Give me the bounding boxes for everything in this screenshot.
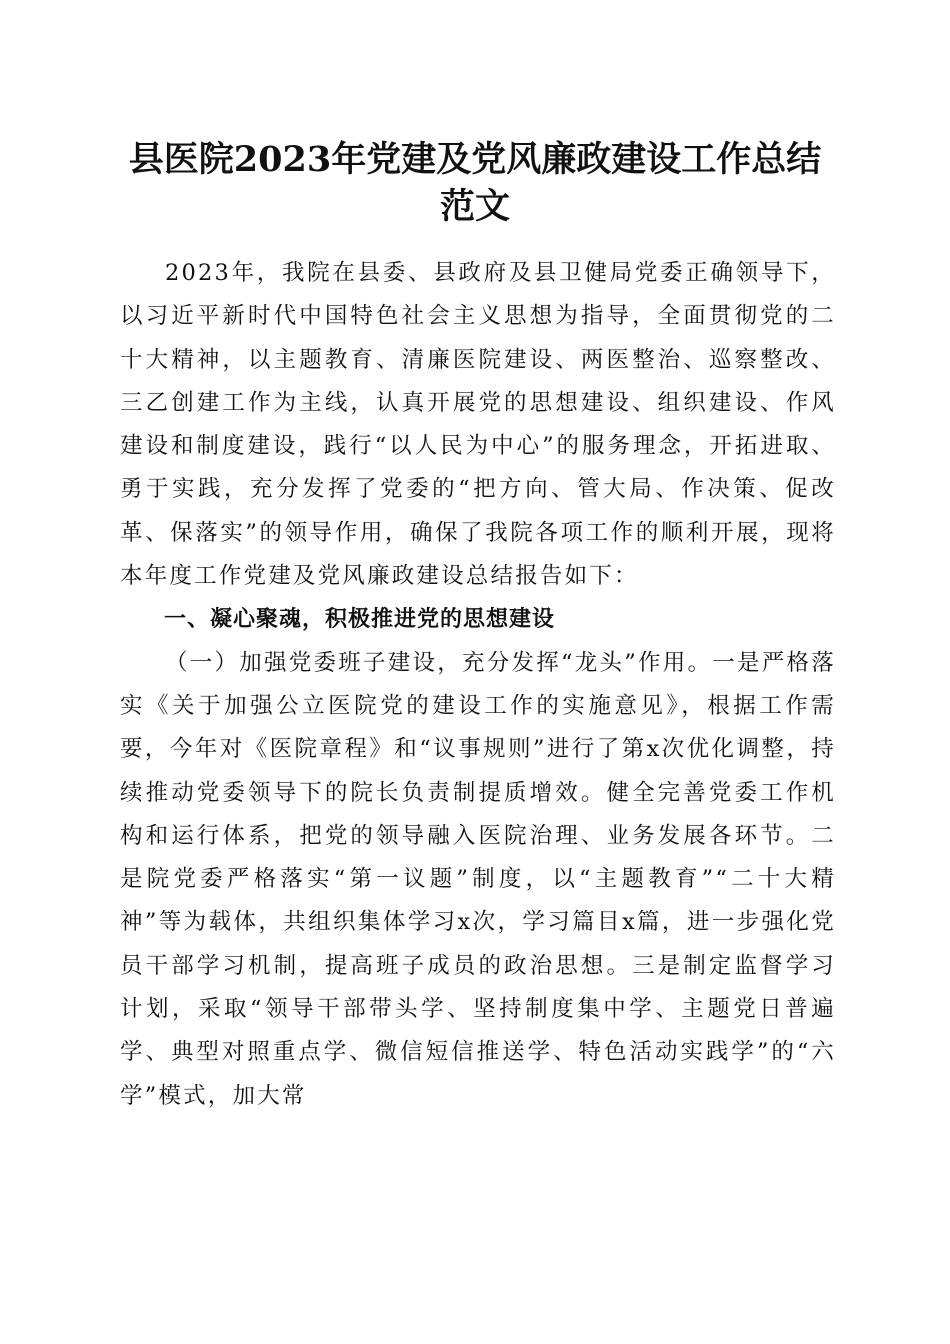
- section-heading: 一、凝心聚魂，积极推进党的思想建设: [164, 607, 556, 633]
- document-body: [120, 252, 836, 1118]
- intro-paragraph: 2023年，我院在县委、县政府及县卫健局党委正确领导下，以习近平新时代中国特色社会主义思想为指导，全面贯彻党的二十大精神，以主题教育、清廉医院建设、两医整治、巡察整改、三乙创建工作为主线，认真开展党的思想建设、组织建设、作风建设和制度建设，践行“以人民为中心”的服务理念，开拓进取、勇于实践，充分发挥了党委的“把方向、管大局、作决策、促改革、保落实”的领导作用，确保了我院各项工作的顺利开展，现将本年度工作党建及党风廉政建设总结报告如下：: [120, 260, 836, 590]
- subsection-paragraph: （一）加强党委班子建设，充分发挥“龙头”作用。一是严格落实《关于加强公立医院党的建设工作的实施意见》，根据工作需要，今年对《医院章程》和“议事规则”进行了第x次优化调整，持续推动党委领导下的院长负责制提质增效。健全完善党委工作机构和运行体系，把党的领导融入医院治理、业务发展各环节。二是院党委严格落实“第一议题”制度，以“主题教育”“二十大精神”等为载体，共组织集体学习x次，学习篇目x篇，进一步强化党员干部学习机制，提高班子成员的政治思想。三是制定监督学习计划，采取“领导干部带头学、坚持制度集中学、主题党日普遍学、典型对照重点学、微信短信推送学、特色活动实践学”的“六学”模式，加大常: [120, 649, 836, 1109]
- title-line-2: 范文: [439, 186, 510, 227]
- document-title: [100, 136, 850, 230]
- title-line-1: 县医院2023年党建及党风廉政建设工作总结: [128, 139, 822, 180]
